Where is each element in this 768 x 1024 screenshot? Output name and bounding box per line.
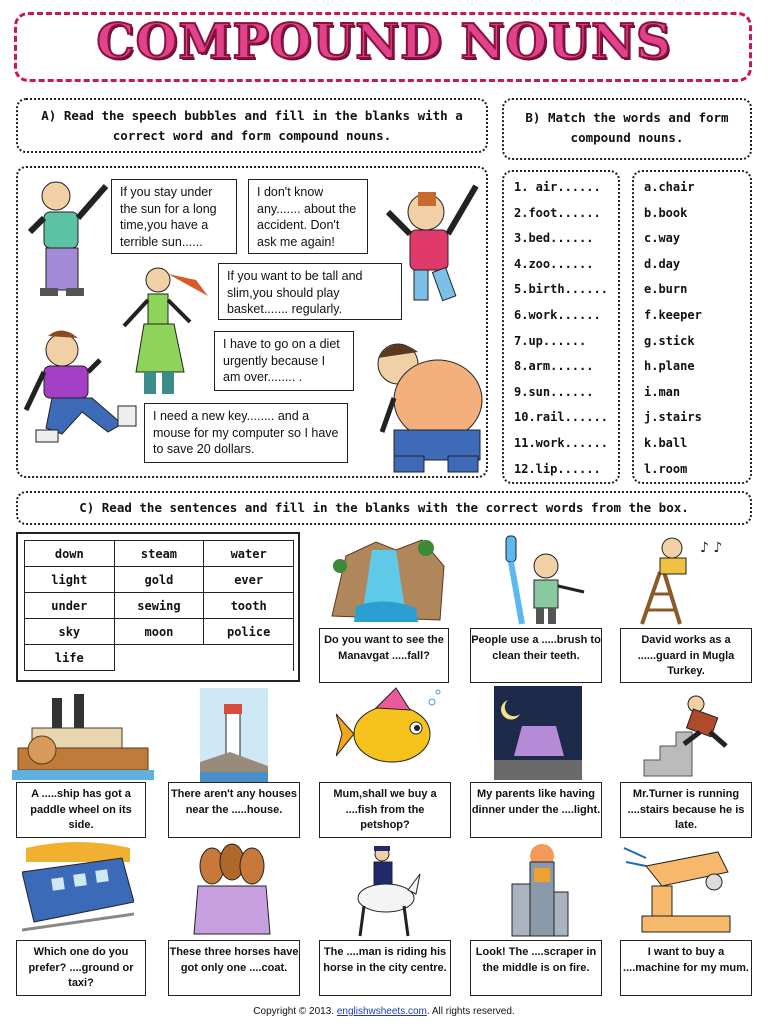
footer-suffix: . All rights reserved.: [426, 1006, 515, 1017]
footer: [0, 1006, 768, 1017]
caption-steamship: A .....ship has got a paddle wheel on its side.: [16, 782, 146, 838]
speech-bubble-5: I need a new key........ and a mouse for my computer so I have to save 20 dollars.: [144, 403, 348, 463]
policeman-on-horse-image: [350, 844, 422, 940]
page-title: COMPOUND NOUNS: [96, 14, 672, 70]
lighthouse-image: [200, 688, 268, 782]
section-a-instruction: A) Read the speech bubbles and fill in the blanks with a correct word and form compound nouns.: [16, 98, 488, 153]
word-cell-empty: [114, 645, 204, 671]
cartoon-boy-angry: [384, 172, 488, 312]
match-left-10: 10.rail......: [514, 410, 608, 424]
footer-link[interactable]: englishwsheets.com: [336, 1006, 427, 1017]
caption-moonlight: My parents like having dinner under the ....light.: [470, 782, 602, 838]
section-b-instruction: B) Match the words and form compound nouns.: [502, 98, 752, 160]
caption-policeman: The ....man is riding his horse in the city centre.: [319, 940, 451, 996]
word-cell: sky: [25, 619, 115, 645]
match-left-1: 1. air......: [514, 180, 601, 194]
match-right-a: a.chair: [644, 180, 695, 194]
caption-goldfish: Mum,shall we buy a ....fish from the petshop?: [319, 782, 451, 838]
word-box: [16, 532, 300, 682]
caption-sewing: I want to buy a ....machine for my mum.: [620, 940, 752, 996]
caption-toothbrush: People use a .....brush to clean their teeth.: [470, 628, 602, 683]
section-a-area: [16, 166, 488, 478]
caption-underground: Which one do you prefer? ....ground or taxi?: [16, 940, 146, 996]
match-left-3: 3.bed......: [514, 231, 594, 245]
word-cell: moon: [114, 619, 204, 645]
caption-lighthouse: There aren't any houses near the .....house.: [168, 782, 300, 838]
man-with-toothbrush-image: [496, 534, 588, 628]
match-right-l: l.room: [644, 462, 688, 476]
caption-waterfall: Do you want to see the Manavgat .....fall?: [319, 628, 449, 683]
match-left-12: 12.lip......: [514, 462, 601, 476]
match-left-column: [502, 170, 620, 484]
section-c-instruction: C) Read the sentences and fill in the blanks with the correct words from the box.: [16, 491, 752, 525]
cartoon-overweight-man: [364, 338, 488, 478]
speech-bubble-3: If you want to be tall and slim,you should play basket....... regularly.: [218, 263, 402, 320]
word-cell: steam: [114, 541, 204, 567]
match-left-4: 4.zoo......: [514, 257, 594, 271]
match-right-i: i.man: [644, 385, 681, 399]
caption-horses: These three horses have got only one ....coat.: [168, 940, 300, 996]
speech-bubble-1: If you stay under the sun for a long time,you have a terrible sun......: [111, 179, 237, 254]
caption-lifeguard: David works as a ......guard in Mugla Turkey.: [620, 628, 752, 683]
word-cell: light: [25, 567, 115, 593]
caption-downstairs: Mr.Turner is running ....stairs because he is late.: [620, 782, 752, 838]
man-running-downstairs-image: [640, 690, 732, 780]
word-cell: gold: [114, 567, 204, 593]
match-right-c: c.way: [644, 231, 681, 245]
word-grid: [24, 540, 294, 671]
skyscraper-fire-image: [508, 842, 570, 938]
match-right-g: g.stick: [644, 334, 695, 348]
match-left-2: 2.foot......: [514, 206, 601, 220]
speech-bubble-4: I have to go on a diet urgently because I am over........ .: [214, 331, 354, 391]
match-right-k: k.ball: [644, 436, 688, 450]
match-left-6: 6.work......: [514, 308, 601, 322]
steamship-image: [12, 688, 154, 782]
horses-in-coat-image: [192, 842, 272, 938]
match-left-7: 7.up......: [514, 334, 587, 348]
caption-skyscraper: Look! The ....scraper in the middle is on fire.: [470, 940, 602, 996]
word-cell: water: [204, 541, 294, 567]
sewing-machine-image: [622, 842, 738, 936]
underground-train-image: [22, 842, 134, 936]
match-right-b: b.book: [644, 206, 688, 220]
match-left-5: 5.birth......: [514, 282, 608, 296]
word-cell-empty: [204, 645, 294, 671]
word-cell: police: [204, 619, 294, 645]
word-cell: down: [25, 541, 115, 567]
match-right-column: [632, 170, 752, 484]
word-cell: sewing: [114, 593, 204, 619]
match-right-j: j.stairs: [644, 410, 702, 424]
word-cell: under: [25, 593, 115, 619]
waterfall-image: [326, 536, 448, 626]
word-cell: life: [25, 645, 115, 671]
match-left-8: 8.arm......: [514, 359, 594, 373]
match-right-h: h.plane: [644, 359, 695, 373]
cartoon-boy-running: [22, 324, 144, 464]
word-cell: ever: [204, 567, 294, 593]
match-left-9: 9.sun......: [514, 385, 594, 399]
goldfish-image: [336, 684, 444, 782]
word-cell: tooth: [204, 593, 294, 619]
lifeguard-chair-image: [624, 532, 730, 628]
speech-bubble-2: I don't know any....... about the accident. Don't ask me again!: [248, 179, 368, 254]
svg-text:♪ ♪: ♪ ♪: [700, 540, 723, 556]
moonlight-dinner-image: [494, 686, 582, 780]
match-right-e: e.burn: [644, 282, 688, 296]
match-right-f: f.keeper: [644, 308, 702, 322]
match-right-d: d.day: [644, 257, 681, 271]
cartoon-man-sunburn: [26, 174, 116, 304]
match-left-11: 11.work......: [514, 436, 608, 450]
footer-prefix: Copyright © 2013.: [253, 1006, 337, 1017]
